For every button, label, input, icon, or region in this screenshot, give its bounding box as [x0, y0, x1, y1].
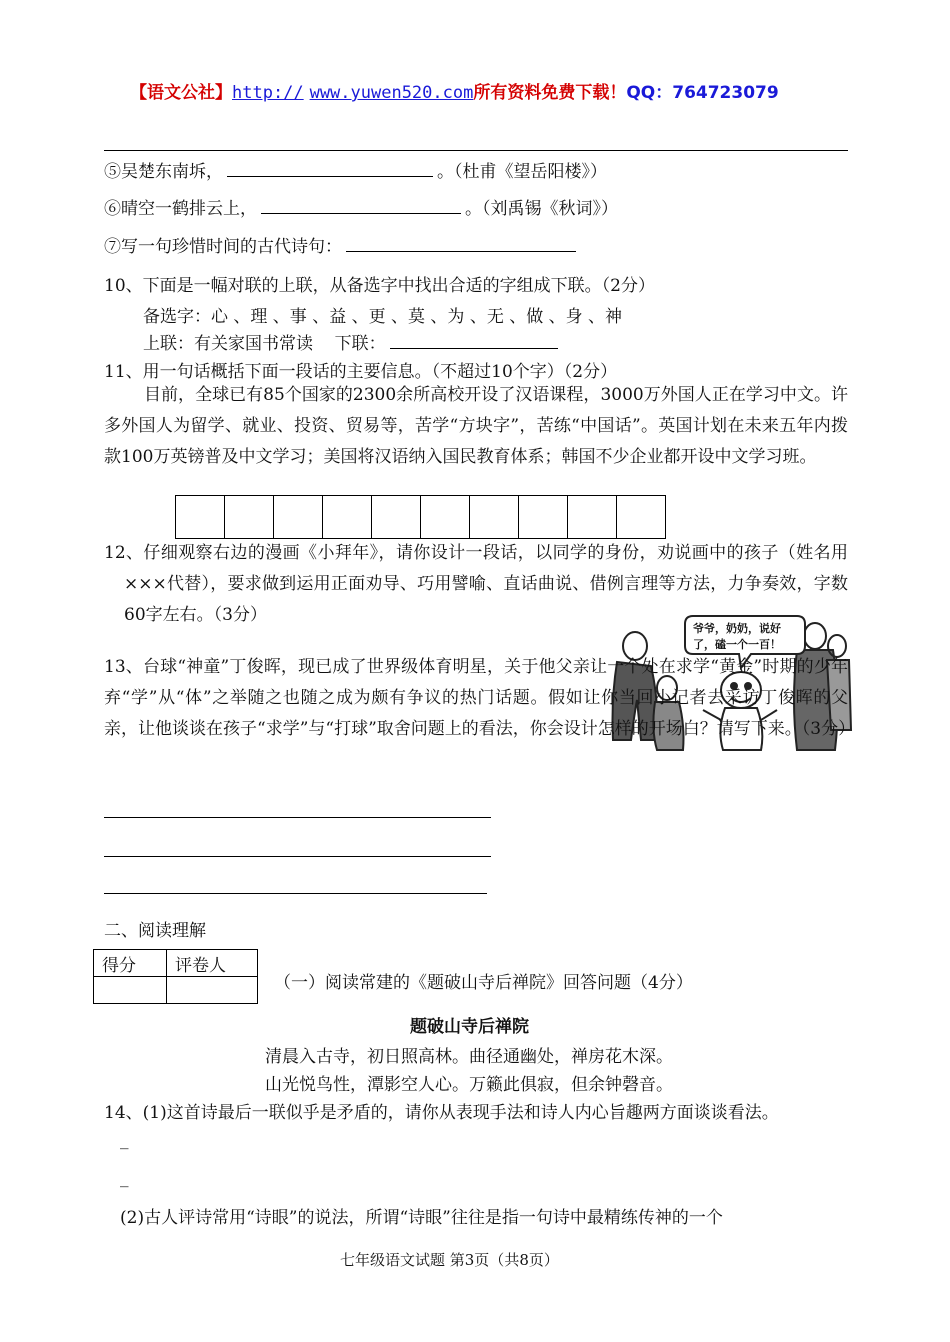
header-qq: QQ：764723079 — [626, 83, 779, 103]
fill-item-number: ⑤ — [104, 162, 121, 182]
q11-title: 11、用一句话概括下面一段话的主要信息。（不超过10个字）（2分） — [104, 362, 618, 382]
q14-dash-2[interactable]: _ — [120, 1168, 129, 1188]
bubble-line-2: 了，磕一个一百！ — [693, 638, 781, 651]
q10-answer-blank[interactable] — [390, 347, 558, 349]
fill-item-tail: 。（杜甫《望岳阳楼》） — [437, 162, 607, 182]
score-label: 得分 — [94, 950, 167, 977]
header-slogan: 所有资料免费下载！ — [473, 83, 627, 103]
section2-subtitle: （一）阅读常建的《题破山寺后禅院》回答问题（4分） — [274, 973, 693, 993]
fill-item-lead: 晴空一鹤排云上， — [121, 199, 257, 219]
answer-line[interactable] — [104, 856, 491, 857]
score-table — [93, 949, 258, 1004]
page-footer: 七年级语文试题 第3页（共8页） — [340, 1251, 559, 1269]
header-http[interactable]: http:// — [232, 83, 304, 103]
section2-title: 二、阅读理解 — [104, 921, 206, 941]
answer-cell[interactable] — [568, 496, 617, 538]
right-adult-head — [804, 623, 826, 649]
answer-cell[interactable] — [519, 496, 568, 538]
q11-answer-grid — [175, 495, 666, 539]
q10-upper: 上联：有关家国书常读 — [143, 334, 313, 354]
q12-text: 12、仔细观察右边的漫画《小拜年》，请你设计一段话，以同学的身份，劝说画中的孩子（姓名用×××代替），要求做到运用正面劝导、巧用譬喻、直话曲说、借例言理等方法，力争奏效，字数60字左右。（3分） — [104, 543, 848, 625]
grader-label: 评卷人 — [167, 950, 258, 977]
fill-item-6 — [104, 194, 618, 219]
q14-part2: (2)古人评诗常用“诗眼”的说法，所谓“诗眼”往往是指一句诗中最精练传神的一个 — [120, 1208, 723, 1228]
answer-line[interactable] — [104, 893, 487, 894]
answer-cell[interactable] — [176, 496, 225, 538]
q14-part1: 14、(1)这首诗最后一联似乎是矛盾的，请你从表现手法和诗人内心旨趣两方面谈谈看法。 — [104, 1103, 779, 1123]
poem-line-2: 山光悦鸟性，潭影空人心。万籁此俱寂，但余钟磬音。 — [265, 1075, 673, 1095]
q10-title: 10、下面是一幅对联的上联，从备选字中找出合适的字组成下联。（2分） — [104, 276, 655, 296]
grader-cell[interactable] — [167, 977, 258, 1004]
answer-blank[interactable] — [261, 212, 461, 214]
answer-blank[interactable] — [227, 175, 433, 177]
answer-cell[interactable] — [225, 496, 274, 538]
q10-couplet — [143, 329, 562, 354]
answer-cell[interactable] — [372, 496, 421, 538]
poem-title: 题破山寺后禅院 — [410, 1017, 529, 1037]
fill-item-number: ⑦ — [104, 237, 121, 257]
fill-item-tail: 。（刘禹锡《秋词》） — [465, 199, 618, 219]
answer-blank[interactable] — [346, 250, 576, 252]
answer-cell[interactable] — [274, 496, 323, 538]
answer-cell[interactable] — [617, 496, 666, 538]
header-brand: 【语文公社】 — [130, 83, 232, 103]
answer-line[interactable] — [104, 817, 491, 818]
answer-cell[interactable] — [323, 496, 372, 538]
q14-dash-1[interactable]: _ — [120, 1130, 129, 1150]
q10-options: 备选字：心 、理 、事 、益 、更 、莫 、为 、无 、做 、身 、神 — [143, 307, 623, 327]
header-url-link[interactable]: www.yuwen520.com — [309, 83, 474, 103]
fill-item-lead: 吴楚东南坼， — [121, 162, 223, 182]
q11-passage: 目前，全球已有85个国家的2300余所高校开设了汉语课程，3000万外国人正在学习中文。许多外国人为留学、就业、投资、贸易等，苦学“方块字”，苦练“中国话”。英国计划在未来五年内拨款100万英镑普及中文学习；美国将汉语纳入国民教育体系；韩国不少企业都开设中文学习班。 — [104, 385, 848, 467]
fill-item-7 — [104, 232, 580, 257]
fill-item-5 — [104, 157, 607, 182]
poem-line-1: 清晨入古寺，初日照高林。曲径通幽处，禅房花木深。 — [265, 1047, 673, 1067]
q13-body: 13、台球“神童”丁俊晖，现已成了世界级体育明星，关于他父亲让一个处在求学“黄金”时期的少年弃“学”从“体”之举随之也随之成为颇有争议的热门话题。假如让你当回小记者去采访丁俊晖的父亲，让他谈谈在孩子“求学”与“打球”取舍问题上的看法，你会设计怎样的开场白？请写下来。（3分） — [104, 657, 856, 739]
top-rule — [104, 150, 848, 151]
answer-cell[interactable] — [470, 496, 519, 538]
answer-cell[interactable] — [421, 496, 470, 538]
score-cell[interactable] — [94, 977, 167, 1004]
bubble-line-1: 爷爷，奶奶，说好 — [693, 622, 781, 635]
page-header — [130, 78, 779, 103]
fill-item-lead: 写一句珍惜时间的古代诗句： — [121, 237, 342, 257]
q10-lower-label: 下联： — [334, 334, 386, 354]
fill-item-number: ⑥ — [104, 199, 121, 219]
q13-text — [104, 652, 856, 745]
